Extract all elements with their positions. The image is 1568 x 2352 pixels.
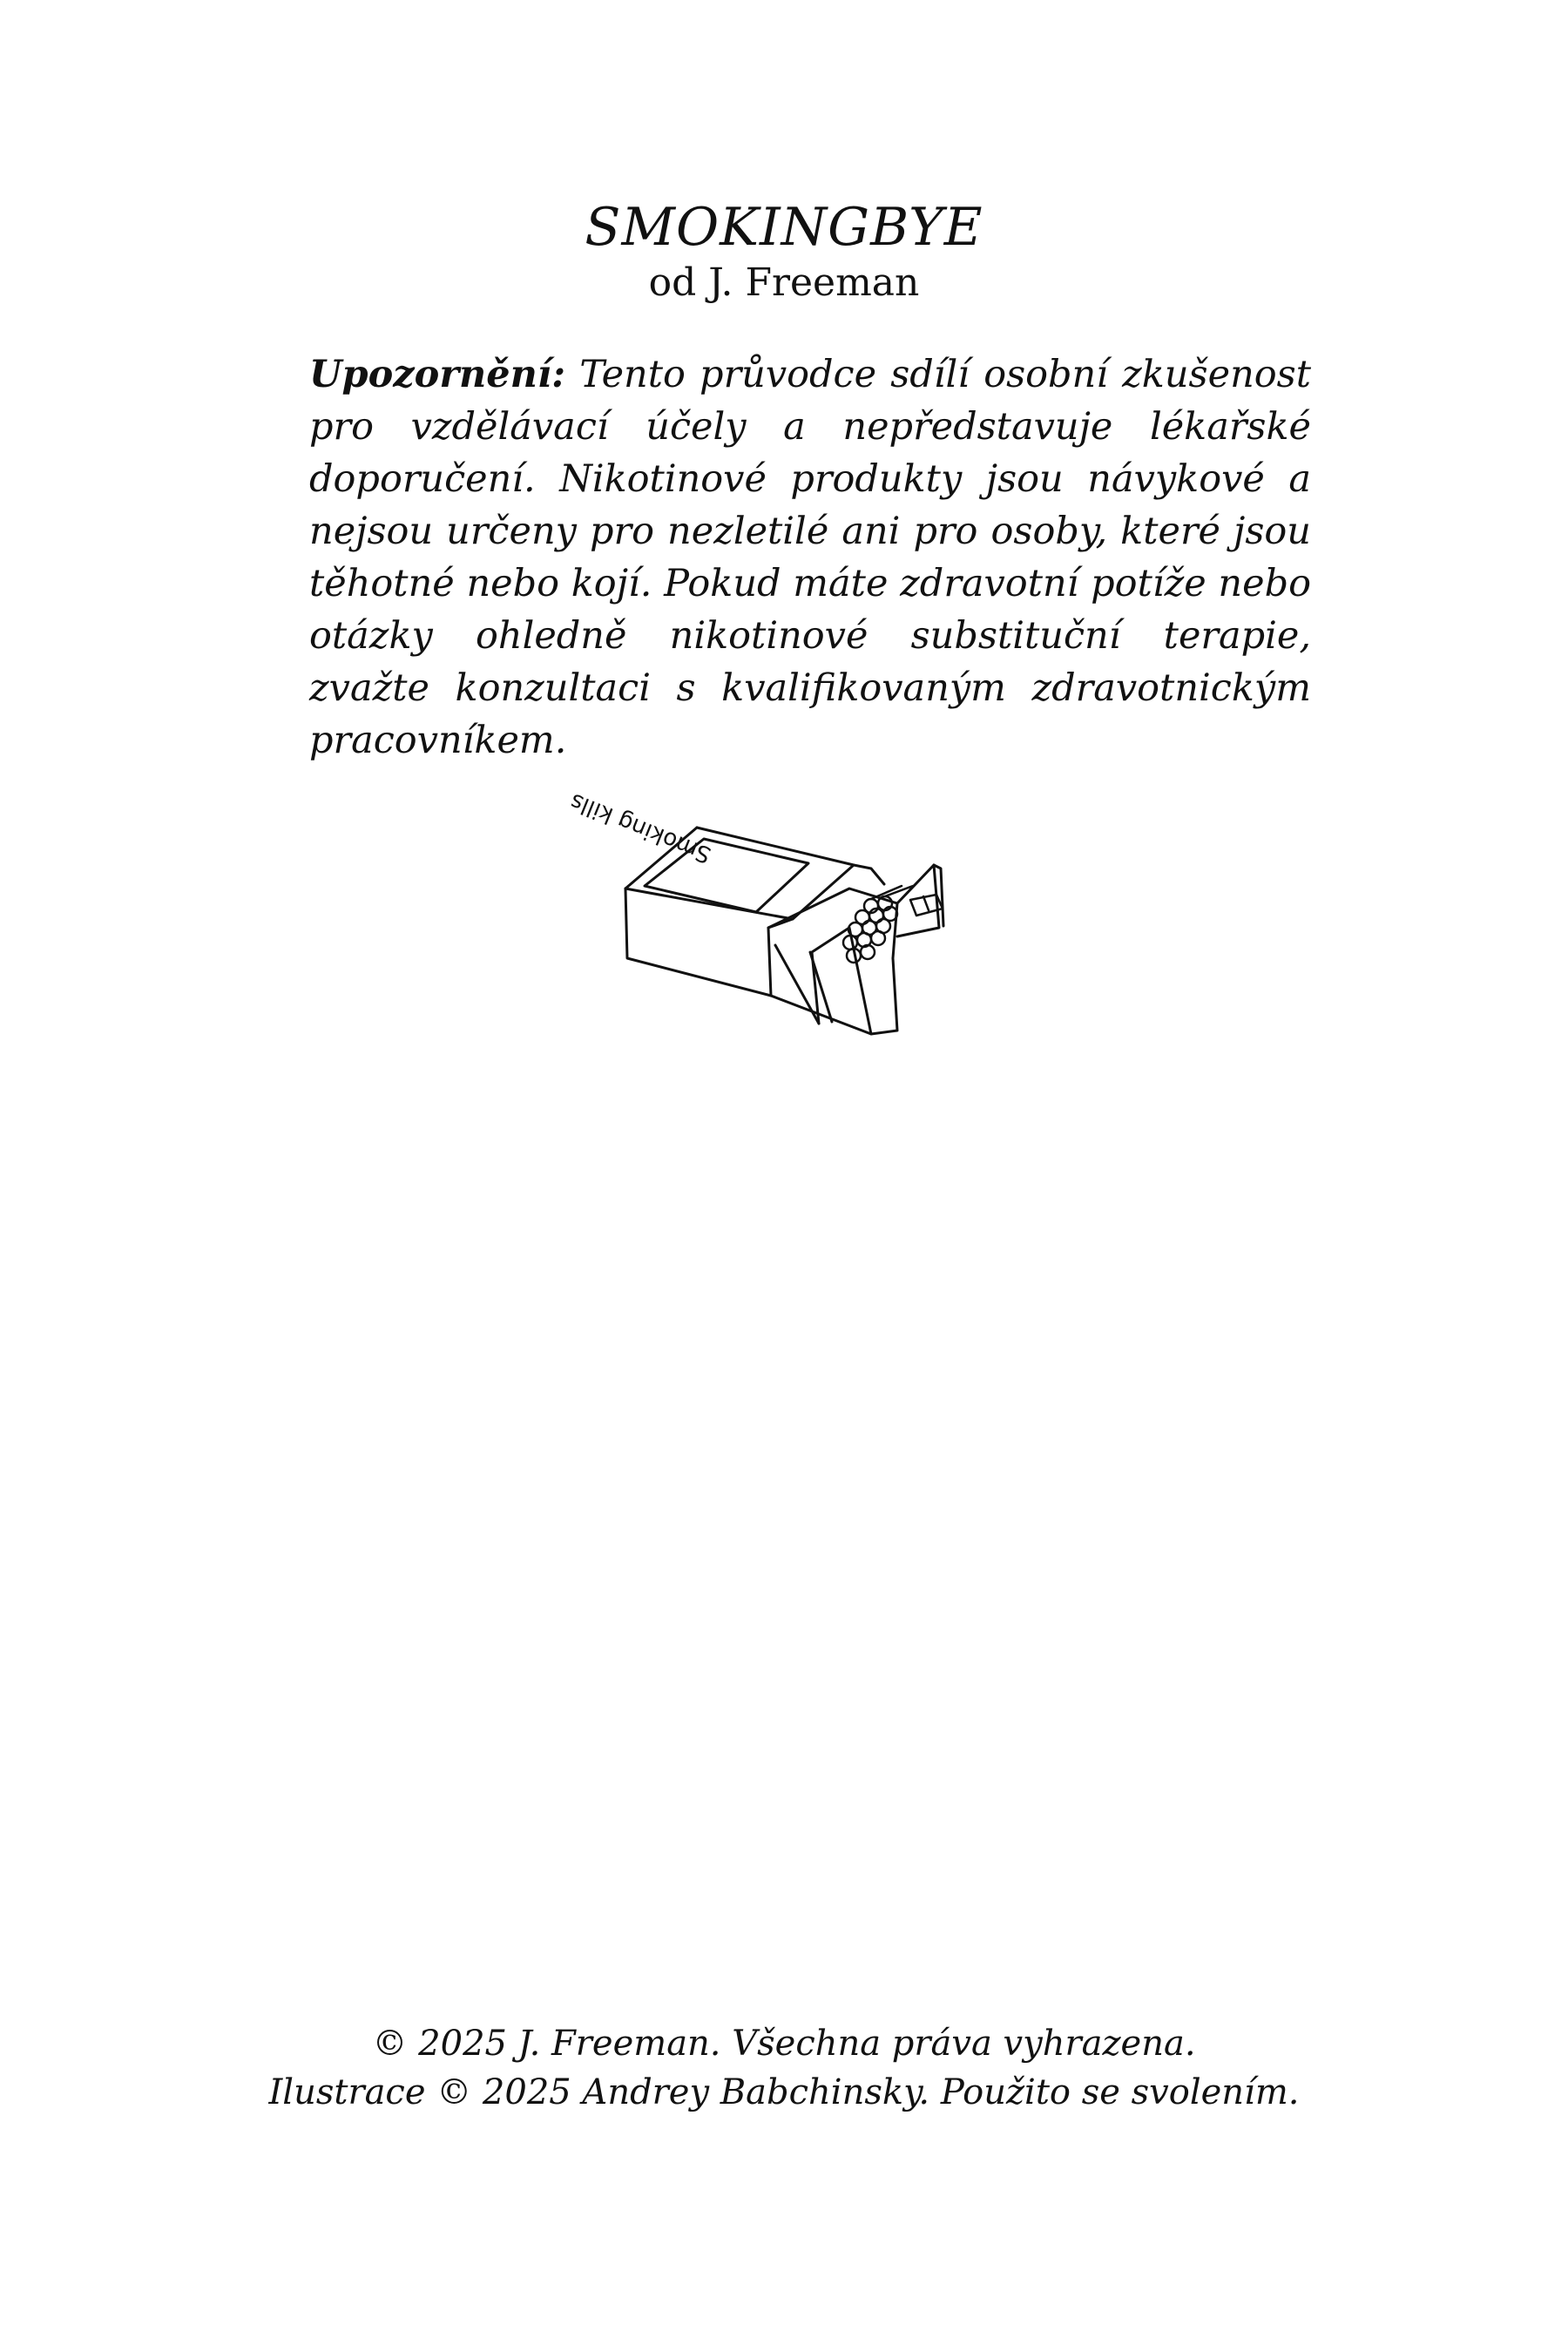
disclaimer-paragraph <box>309 348 1311 767</box>
pack-label-text: Smoking kills <box>566 787 715 868</box>
disclaimer-label: Upozornění: <box>309 353 566 396</box>
disclaimer-text: Tento průvodce sdílí osobní zkušenost pro vzdělávací účely a nepředstavuje lékařské doporučení. Nikotinové produkty jsou návykové a nejsou určeny pro nezletilé ani pro osoby, které jsou těhotné nebo kojí. Pokud máte zdravotní potíže nebo otázky ohledně nikotinové substituční terapie, zvažte konzultaci s kvalifikovaným zdravotnickým pracovníkem. <box>309 353 1311 762</box>
footer-credits <box>0 2019 1568 2117</box>
author-line: od J. Freeman <box>648 260 920 305</box>
copyright-notice: © 2025 J. Freeman. Všechna práva vyhrazena. <box>372 2024 1196 2064</box>
cigarette-pack-illustration <box>566 787 1019 1067</box>
book-title: SMOKINGBYE <box>585 197 983 258</box>
illustration-credit: Ilustrace © 2025 Andrey Babchinsky. Použito se svolením. <box>268 2072 1300 2112</box>
